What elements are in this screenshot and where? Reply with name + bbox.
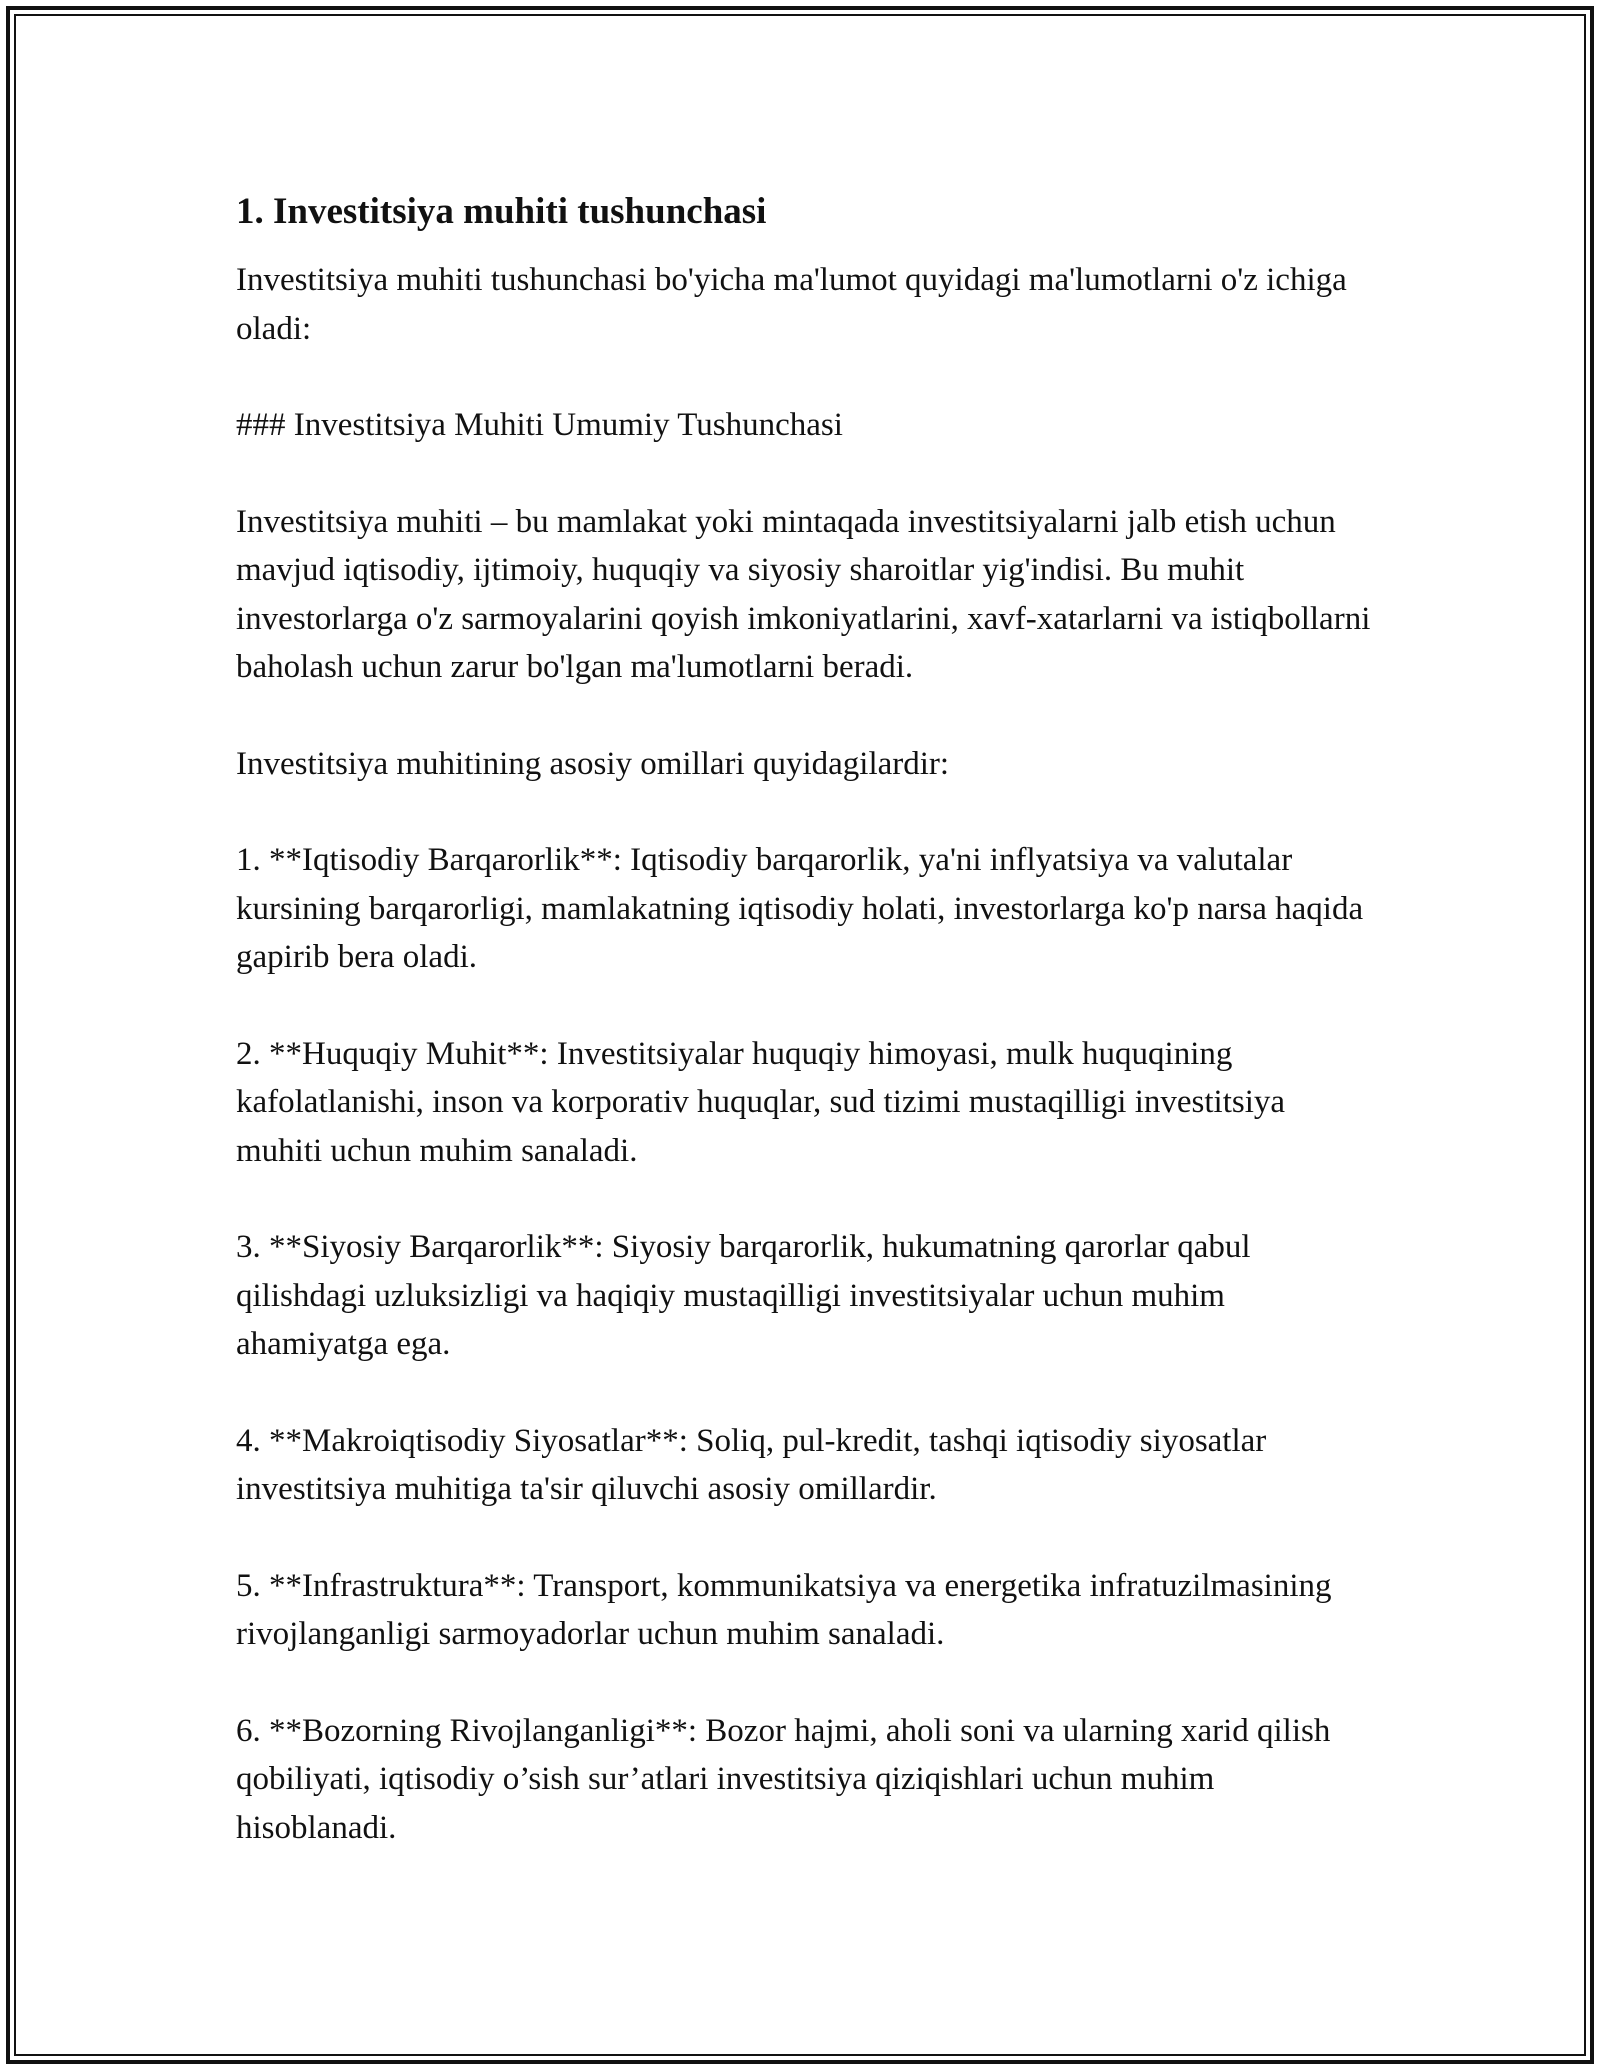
document-body bbox=[236, 186, 1376, 1852]
definition-paragraph: Investitsiya muhiti – bu mamlakat yoki mintaqada investitsiyalarni jalb etish uchun mavjud iqtisodiy, ijtimoiy, huquqiy va siyosiy sharoitlar yig'indisi. Bu muhit investorlarga o'z sarmoyalarini qoyish imkoniyatlarini, xavf-xatarlarni va istiqbollarni baholash uchun zarur bo'lgan ma'lumotlarni beradi. bbox=[236, 503, 1371, 685]
section-title: 1. Investitsiya muhiti tushunchasi bbox=[236, 191, 767, 232]
factor-item-market-development: 6. **Bozorning Rivojlanganligi**: Bozor hajmi, aholi soni va ularning xarid qilish qobiliyati, iqtisodiy o’sish sur’atlari investitsiya qiziqishlari uchun muhim hisoblanadi. bbox=[236, 1712, 1331, 1846]
factor-item-legal-environment: 2. **Huquqiy Muhit**: Investitsiyalar huquqiy himoyasi, mulk huquqining kafolatlanishi, inson va korporativ huquqlar, sud tizimi mustaqilligi investitsiya muhiti uchun muhim sanaladi. bbox=[236, 1035, 1286, 1169]
factor-item-political-stability: 3. **Siyosiy Barqarorlik**: Siyosiy barqarorlik, hukumatning qarorlar qabul qilishdagi uzluksizligi va haqiqiy mustaqilligi investitsiyalar uchun muhim ahamiyatga ega. bbox=[236, 1229, 1251, 1362]
factors-intro-paragraph: Investitsiya muhitining asosiy omillari quyidagilardir: bbox=[236, 745, 950, 782]
factor-item-infrastructure: 5. **Infrastruktura**: Transport, kommunikatsiya va energetika infratuzilmasining rivojlanganligi sarmoyadorlar uchun muhim sanaladi. bbox=[236, 1567, 1332, 1652]
factor-item-macroeconomic-policies: 4. **Makroiqtisodiy Siyosatlar**: Soliq, pul-kredit, tashqi iqtisodiy siyosatlar investitsiya muhitiga ta'sir qiluvchi asosiy omillardir. bbox=[236, 1422, 1267, 1507]
factor-item-economic-stability: 1. **Iqtisodiy Barqarorlik**: Iqtisodiy barqarorlik, ya'ni inflyatsiya va valutalar kursining barqarorligi, mamlakatning iqtisodiy holati, investorlarga ko'p narsa haqida gapirib bera oladi. bbox=[236, 842, 1364, 975]
intro-paragraph: Investitsiya muhiti tushunchasi bo'yicha ma'lumot quyidagi ma'lumotlarni o'z ichiga oladi: bbox=[236, 262, 1347, 347]
markdown-subheading: ### Investitsiya Muhiti Umumiy Tushunchasi bbox=[236, 407, 843, 443]
